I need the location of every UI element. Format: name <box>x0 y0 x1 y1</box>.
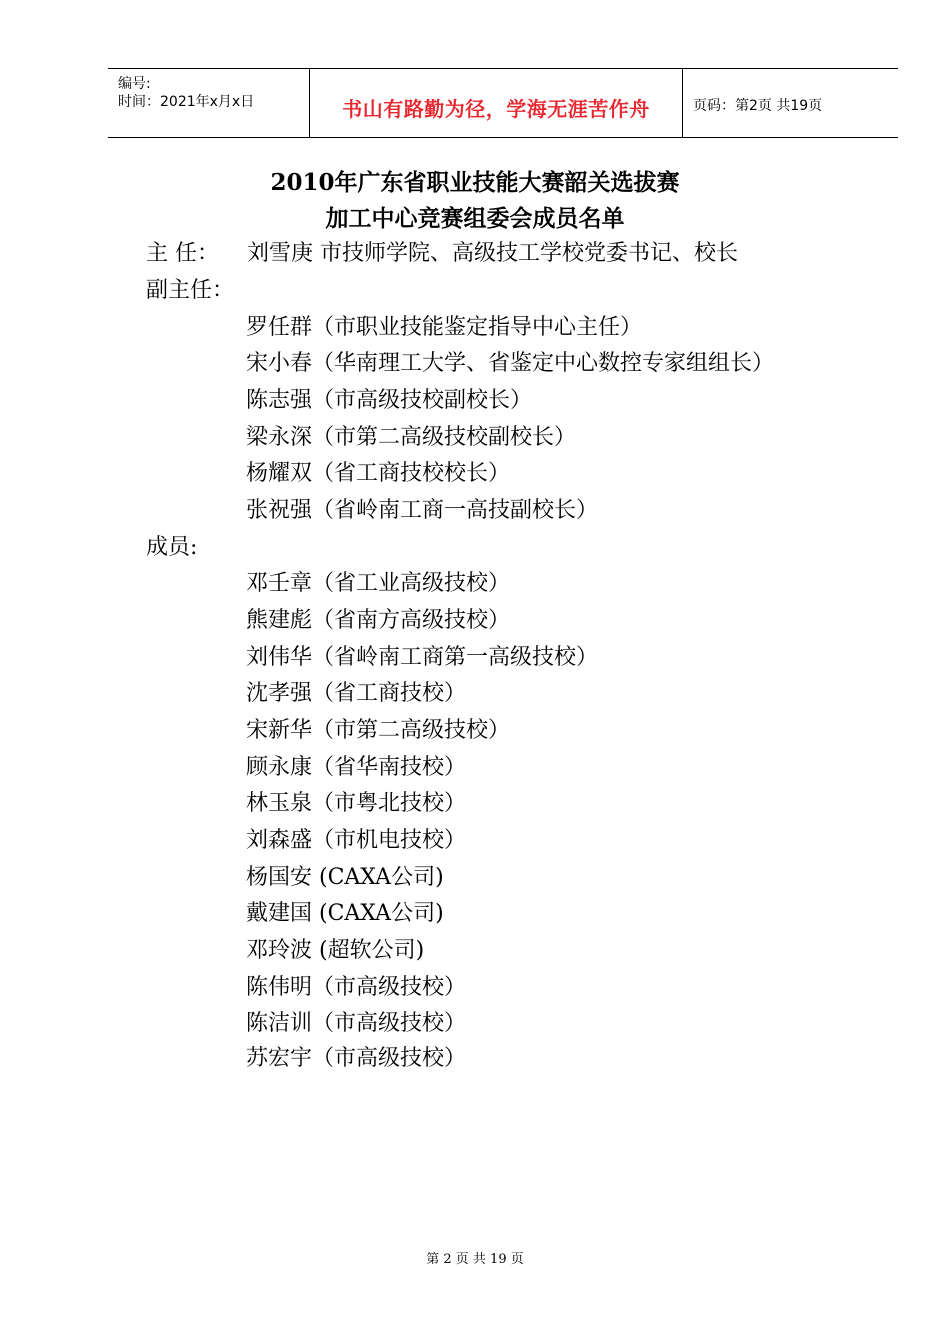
member-item: 邓壬章（省工业高级技校） <box>246 571 511 596</box>
member-item: 苏宏宇（市高级技校） <box>246 1046 467 1071</box>
vice-director-item: 梁永深（市第二高级技校副校长） <box>246 425 577 450</box>
vice-director-item: 宋小春（华南理工大学、省鉴定中心数控专家组组长） <box>246 351 775 376</box>
member-item: 顾永康（省华南技校） <box>246 755 467 780</box>
vice-director-label: 副主任： <box>146 278 235 303</box>
member-item: 刘森盛（市机电技校） <box>246 828 467 853</box>
member-item: 熊建彪（省南方高级技校） <box>246 608 511 633</box>
header-page-cell <box>683 69 898 137</box>
member-item: 陈洁训（市高级技校） <box>246 1011 467 1036</box>
members-label: 成员: <box>146 535 198 560</box>
header-motto-cell <box>310 69 683 137</box>
member-item: 杨国安 (CAXA公司) <box>246 865 444 890</box>
vice-director-item: 张祝强（省岭南工商一高技副校长） <box>246 498 599 523</box>
time-label: 时间：2021年x月x日 <box>118 94 255 110</box>
document-title-line1: 2010年广东省职业技能大赛韶关选拔赛 <box>270 169 680 196</box>
member-item: 林玉泉（市粤北技校） <box>246 791 467 816</box>
page-info: 页码：第2页 共19页 <box>693 98 823 114</box>
vice-director-item: 杨耀双（省工商技校校长） <box>246 461 511 486</box>
motto-text: 书山有路勤为径，学海无涯苦作舟 <box>342 97 650 121</box>
number-label: 编号: <box>118 76 151 92</box>
document-title-line2: 加工中心竞赛组委会成员名单 <box>325 205 625 232</box>
vice-director-item: 罗任群（市职业技能鉴定指导中心主任） <box>246 315 643 340</box>
member-item: 戴建国 (CAXA公司) <box>246 901 444 926</box>
header-meta-cell <box>108 69 310 137</box>
vice-director-item: 陈志强（市高级技校副校长） <box>246 388 533 413</box>
director-text: 刘雪庚 市技师学院、高级技工学校党委书记、校长 <box>247 241 738 266</box>
page-header <box>108 68 898 138</box>
page-footer: 第 2 页 共 19 页 <box>426 1252 524 1267</box>
member-item: 宋新华（市第二高级技校） <box>246 718 511 743</box>
member-item: 刘伟华（省岭南工商第一高级技校） <box>246 645 599 670</box>
member-item: 邓玲波 (超软公司) <box>246 938 425 963</box>
member-item: 陈伟明（市高级技校） <box>246 975 467 1000</box>
director-label: 主 任： <box>146 241 219 266</box>
member-item: 沈孝强（省工商技校） <box>246 681 467 706</box>
